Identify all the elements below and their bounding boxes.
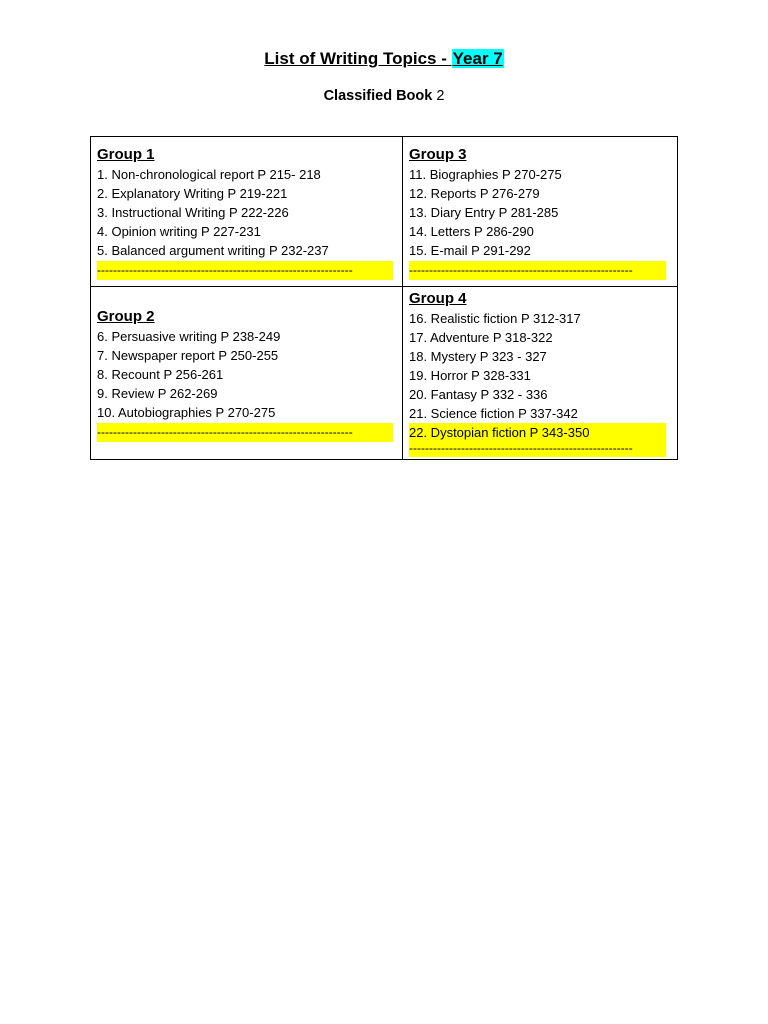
page-title [0, 47, 768, 71]
list-item: 12. Reports P 276-279 [409, 186, 540, 201]
topics-table [90, 136, 678, 460]
list-item: 10. Autobiographies P 270-275 [97, 405, 276, 420]
list-item: 17. Adventure P 318-322 [409, 330, 553, 345]
group-heading: Group 4 [409, 290, 467, 307]
list-item: 11. Biographies P 270-275 [409, 167, 562, 182]
highlighted-dash-line: -------------------------------------------------------- [409, 261, 666, 280]
highlighted-dash-line: ---------------------------------------------------------------- [97, 423, 393, 442]
table-divider-horizontal [91, 286, 677, 287]
list-item: 14. Letters P 286-290 [409, 224, 534, 239]
list-item: 18. Mystery P 323 - 327 [409, 349, 547, 364]
list-item: 8. Recount P 256-261 [97, 367, 224, 382]
title-main: List of Writing Topics - [264, 49, 452, 68]
group-heading: Group 3 [409, 146, 467, 163]
list-item: 21. Science fiction P 337-342 [409, 406, 578, 421]
list-item: 7. Newspaper report P 250-255 [97, 348, 279, 363]
page-subtitle [0, 85, 768, 107]
list-item-highlighted: 22. Dystopian fiction P 343-350 [409, 423, 666, 442]
subtitle-number: 2 [432, 88, 445, 104]
list-item: 1. Non-chronological report P 215- 218 [97, 167, 321, 182]
group-4-cell [409, 289, 666, 457]
list-item: 3. Instructional Writing P 222-226 [97, 205, 289, 220]
list-item: 4. Opinion writing P 227-231 [97, 224, 261, 239]
group-heading: Group 1 [97, 146, 155, 163]
highlighted-dash-line: ---------------------------------------------------------------- [97, 261, 393, 280]
list-item: 5. Balanced argument writing P 232-237 [97, 243, 329, 258]
list-item: 20. Fantasy P 332 - 336 [409, 387, 548, 402]
list-item: 9. Review P 262-269 [97, 386, 218, 401]
list-item: 19. Horror P 328-331 [409, 368, 531, 383]
group-2-cell [97, 307, 393, 442]
group-1-cell [97, 145, 393, 280]
group-heading: Group 2 [97, 308, 155, 325]
subtitle-book: Classified Book [323, 88, 433, 104]
title-year-highlight: Year 7 [452, 49, 503, 68]
list-item: 2. Explanatory Writing P 219-221 [97, 186, 288, 201]
list-item: 15. E-mail P 291-292 [409, 243, 531, 258]
highlighted-dash-line: -------------------------------------------------------- [409, 442, 666, 457]
table-divider-vertical [402, 137, 403, 459]
group-3-cell [409, 145, 666, 280]
list-item: 13. Diary Entry P 281-285 [409, 205, 559, 220]
list-item: 16. Realistic fiction P 312-317 [409, 311, 581, 326]
list-item: 6. Persuasive writing P 238-249 [97, 329, 281, 344]
